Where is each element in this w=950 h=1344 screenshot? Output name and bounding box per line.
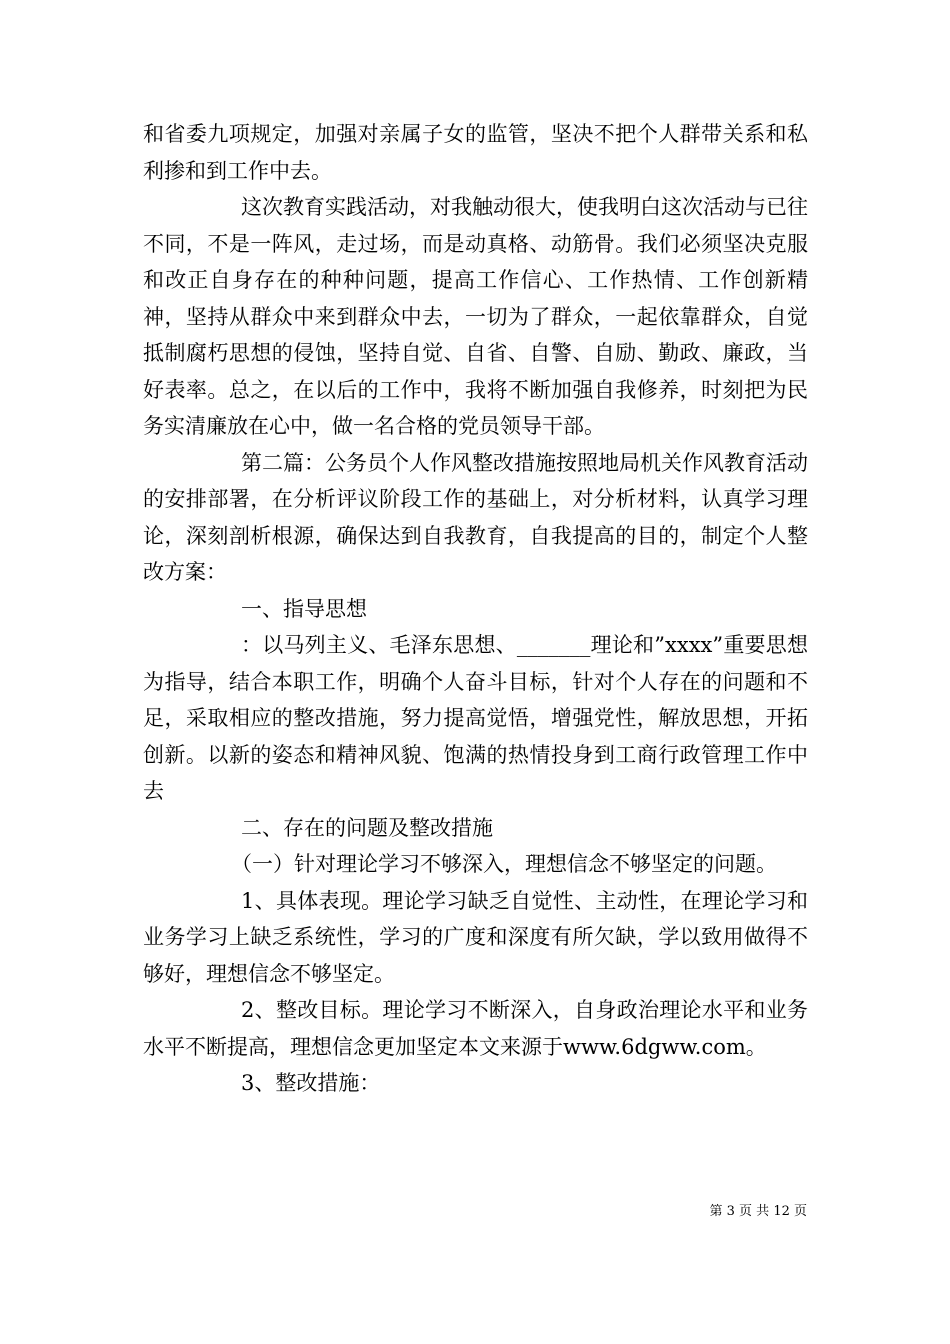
list-item: 3、整改措施： [241, 1071, 381, 1095]
paragraph: 和省委九项规定，加强对亲属子女的监管，坚决不把个人群带关系和私利掺和到工作中去。 [143, 122, 808, 183]
page-footer [0, 1204, 950, 1220]
paragraph: ：以马列主义、毛泽东思想、_______理论和”xxxx”重要思想为指导，结合本职工作，明确个人奋斗目标，针对个人存在的问题和不足，采取相应的整改措施，努力提高觉悟，增强党性，解放思想，开拓创新。以新的姿态和精神风貌、饱满的热情投身到工商行政管理工作中去 [143, 633, 808, 803]
page-number: 第 3 页 共 12 页 [709, 1204, 807, 1219]
paragraph: 第二篇：公务员个人作风整改措施按照地局机关作风教育活动的安排部署，在分析评议阶段工作的基础上，对分析材料，认真学习理论，深刻剖析根源，确保达到自我教育，自我提高的目的，制定个人整改方案： [143, 450, 808, 584]
section-heading: 二、存在的问题及整改措施 [241, 815, 493, 840]
section-heading: 一、指导思想 [241, 596, 367, 621]
document-body [143, 116, 808, 1102]
list-item: 2、整改目标。理论学习不断深入，自身政治理论水平和业务水平不断提高，理想信念更加坚定本文来源于www.6dgww.com。 [143, 998, 808, 1059]
list-item: 1、具体表现。理论学习缺乏自觉性、主动性，在理论学习和业务学习上缺乏系统性，学习的广度和深度有所欠缺，学以致用做得不够好，理想信念不够坚定。 [143, 888, 808, 986]
paragraph: 这次教育实践活动，对我触动很大，使我明白这次活动与已往不同，不是一阵风，走过场，而是动真格、动筋骨。我们必须坚决克服和改正自身存在的种种问题，提高工作信心、工作热情、工作创新精神，坚持从群众中来到群众中去，一切为了群众，一起依靠群众，自觉抵制腐朽思想的侵蚀，坚持自觉、自省、自警、自励、勤政、廉政，当好表率。总之，在以后的工作中，我将不断加强自我修养，时刻把为民务实清廉放在心中，做一名合格的党员领导干部。 [143, 195, 808, 438]
subsection-heading: （一）针对理论学习不够深入，理想信念不够坚定的问题。 [231, 852, 777, 876]
